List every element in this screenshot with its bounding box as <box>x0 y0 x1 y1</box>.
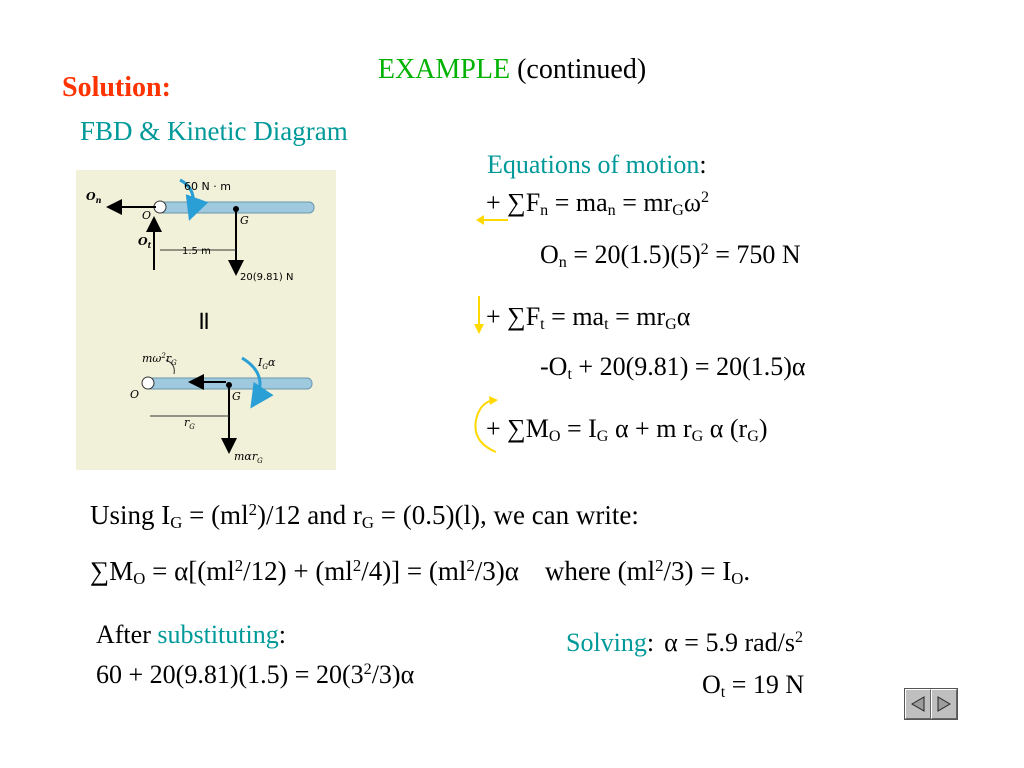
equations-heading-text: Equations of motion <box>487 150 700 179</box>
next-slide-button[interactable] <box>931 689 957 719</box>
title-keyword: EXAMPLE <box>377 54 511 85</box>
lower-pin <box>142 377 154 389</box>
g2-label: G <box>232 390 241 403</box>
on-label: $O_n$ <box>86 190 102 205</box>
o2-label: O <box>130 388 140 401</box>
eq-line-1: + $\sum F_n = ma_n = mr_G\omega^2$ <box>486 188 710 220</box>
after-label: After substituting: <box>96 620 286 649</box>
o-label: O <box>142 209 152 222</box>
slide-navigation <box>904 688 958 720</box>
fbd-kinetic-figure <box>76 170 336 470</box>
solving-line: Solving: α = 5.9 rad/$s^2$ <box>566 628 804 657</box>
after-equation: $60 + 20(9.81)(1.5) = 20(3^2/3)\alpha$ <box>96 660 415 689</box>
equals-sign: = <box>189 310 219 332</box>
weight-label: 20(9.81) N <box>240 272 294 283</box>
mar-label: mαr$_G$ <box>234 450 263 465</box>
sum-line: $\sum M_O = \alpha[(ml^2/12) + (ml^2/4)] = (ml^2/3)\alpha$ where $(ml^2/3) = I_O$. <box>90 555 751 589</box>
eq-line-2: $O_n = 20(1.5)(5)^2 = 750$ N <box>540 240 801 272</box>
equations-heading <box>487 150 707 180</box>
solution-label: Solution: <box>62 72 171 103</box>
triangle-right-icon <box>936 696 952 712</box>
eq-line-5: + $\sum M_O = I_G$ α + m $r_G$ α $(r_G)$ <box>486 414 768 446</box>
eq-line-4: $-O_t + 20(9.81) = 20(1.5)\alpha$ <box>540 352 806 384</box>
prev-slide-button[interactable] <box>905 689 931 719</box>
dist-label: 1.5 m <box>182 246 211 257</box>
using-line: Using $I_G = (ml^2)/12$ and $r_G = (0.5)(l)$, we can write: <box>90 499 639 533</box>
eq-line-3: + $\sum F_t = ma_t = mr_G\alpha$ <box>486 302 691 334</box>
title-rest: (continued) <box>517 54 647 85</box>
g-label: G <box>240 214 249 227</box>
equations-heading-colon: : <box>699 150 707 179</box>
iga-label: $I_G\alpha$ <box>258 356 276 371</box>
down-arrow-icon <box>472 294 486 336</box>
rg-label: $r_G$ <box>184 416 195 431</box>
moment-label: 60 N · m <box>184 180 231 193</box>
mw2r-label: $m\omega^2r_G$ <box>142 352 177 367</box>
triangle-left-icon <box>910 696 926 712</box>
fbd-label: FBD & Kinetic Diagram <box>80 116 348 146</box>
ot-label: $O_t$ <box>138 235 152 250</box>
fbd-diagram-svg <box>76 170 336 470</box>
solving-ot: $O_t = 19$ N <box>702 670 805 702</box>
